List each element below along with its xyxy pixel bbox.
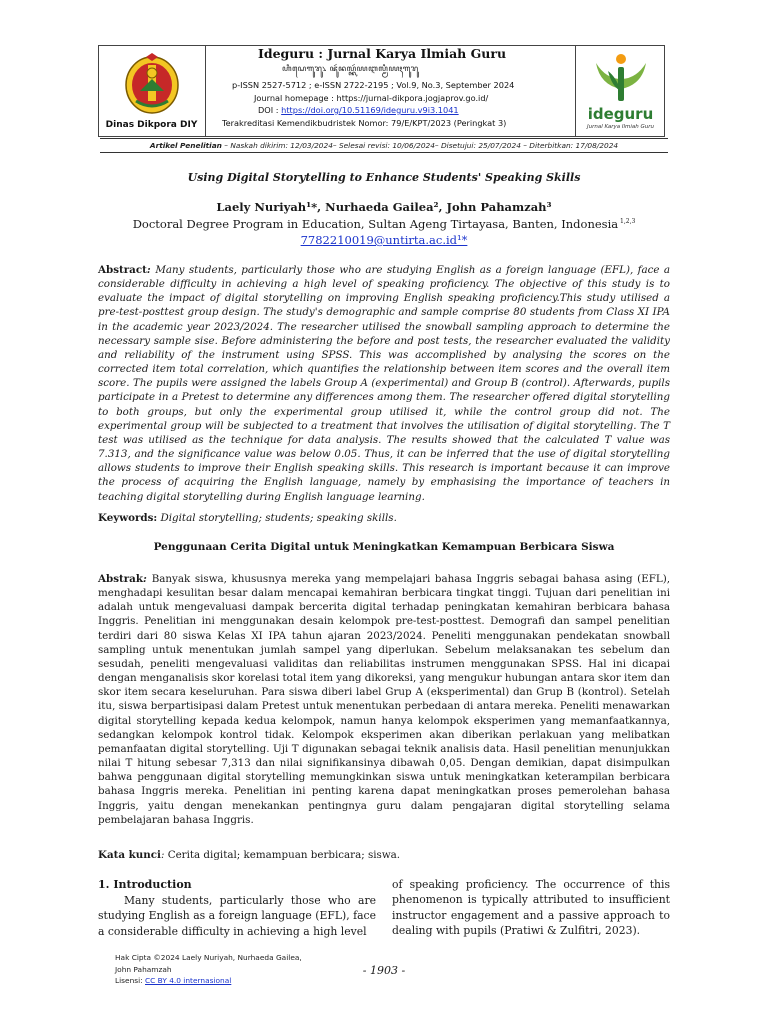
keywords-label: Keywords: [98,512,158,524]
copyright-line-2: John Pahamzah [115,964,172,974]
kata-kunci-text: Cerita digital; kemampuan berbicara; siswa. [164,849,401,861]
keywords-english [98,512,670,524]
corresponding-email [98,233,670,247]
author-list: Laely Nuriyah¹*, Nurhaeda Gailea², John Pahamzah³ [216,200,552,214]
affiliation-marks: 1,2,3 [618,218,636,226]
affiliation-text: Doctoral Degree Program in Education, Sultan Ageng Tirtayasa, Banten, Indonesia [132,217,619,231]
ideguru-mark-icon [586,51,656,105]
issn-line: p-ISSN 2527-5712 ; e-ISSN 2722-2195 ; Vol.9, No.3, September 2024 [232,80,515,90]
keywords-indonesian [98,849,670,861]
abstrak-label: Abstrak: [98,573,152,585]
email-link[interactable]: 7782210019@untirta.ac.id¹* [300,233,468,247]
dikpora-caption: Dinas Dikpora DIY [105,120,198,130]
intro-left-column [98,878,376,939]
indonesian-title: Penggunaan Cerita Digital untuk Meningkatkan Kemampuan Berbicara Siswa [153,541,615,553]
article-dates [100,138,668,153]
dikpora-logo [98,45,206,137]
article-type: Artikel Penelitian [149,141,222,150]
javanese-title: ꦲꦶꦝꦺꦒꦸꦫꦸ꧈ ꦗꦸꦂꦤꦭ꧀ꦏꦂꦪꦆꦭ꧀ꦩꦶꦪꦃꦒꦸꦫꦸ [282,64,419,73]
kata-kunci-colon: : [160,849,165,861]
doi-link[interactable]: https://doi.org/10.51169/ideguru.v9i3.1041 [281,105,459,115]
ideguru-subtitle: Jurnal Karya Ilmiah Guru [586,124,655,130]
abstract-text: Many students, particularly those who are studying English as a foreign language (EFL), face a considerable difficulty in achieving a high level of speaking proficiency. The objective of this study is to evaluate the impact of digital storytelling on improving English speaking proficiency.This study utilised a pre-test-posttest group design. The study's demographic and sample comprise 80 students from Class XI IPA in the academic year 2023/2024. The researcher utilised the snowball sampling approach to determine the necessary sample sise. Before administering the before and post tests, the researcher evaluated the validity and reliability of the instrument using SPSS. This was accomplished by analysing the scores on the corrected item total correlation, which quantifies the relationship between item scores and the overall item score. The pupils were assigned the labels Group A (experimental) and Group B (control). Afterwards, pupils participate in a Pretest to determine any differences among them. The researcher offered digital storytelling to both groups, but only the experimental group utilised it, while the control group did not. The experimental group will be subjected to a treatment that involves the utilisation of digital storytelling. The T test was utilised as the technique for data analysis. The results showed that the calculated T value was 7.313, and the significance value was below 0.05. Thus, it can be inferred that the use of digital storytelling allows students to improve their English speaking skills. This research is important because it can improve the process of acquiring the English language, namely by emphasising the importance of teachers in teaching digital storytelling during English language learning. [98,264,670,503]
kata-kunci-label: Kata kunci [98,849,161,861]
ideguru-logo [575,45,665,137]
intro-paragraph-right: of speaking proficiency. The occurrence of this phenomenon is typically attributed to insufficient instructor engagement and a passive approach to dealing with pupils (Pratiwi & Zulfitri, 2023). [392,878,670,937]
dikpora-emblem-icon [120,51,184,115]
abstract-indonesian [98,572,670,827]
affiliation [98,217,670,231]
license-label: Lisensi: [115,976,145,985]
keywords-text: Digital storytelling; students; speaking skills. [157,512,397,524]
page-number: - 1903 - [362,964,406,977]
intro-heading: 1. Introduction [98,878,192,891]
ideguru-brand: ideguru [587,105,654,123]
intro-right-column [392,877,670,938]
abstract-label: Abstract: [98,264,156,276]
journal-info [222,46,572,129]
doi-line [222,104,572,117]
doi-label: DOI : [258,105,282,115]
journal-title: Ideguru : Jurnal Karya Ilmiah Guru [258,46,507,61]
license-link[interactable]: CC BY 4.0 internasional [145,976,232,985]
abstract-english [98,263,670,504]
submission-dates: – Naskah dikirim: 12/03/2024– Selesai revisi: 10/06/2024– Disetujui: 25/07/2024 – Diterbitkan: 17/08/2024 [221,141,619,150]
accreditation-line: Terakreditasi Kemendikbudristek Nomor: 79/E/KPT/2023 (Peringkat 3) [222,117,507,128]
intro-paragraph-left: Many students, particularly those who are studying English as a foreign language (EFL), face a considerable difficulty in achieving a high level [98,894,376,938]
paper-title: Using Digital Storytelling to Enhance Students' Speaking Skills [187,171,581,184]
copyright-line-1: Hak Cipta ©2024 Laely Nuriyah, Nurhaeda Gailea, [115,953,302,962]
abstrak-text: Banyak siswa, khususnya mereka yang mempelajari bahasa Inggris sebagai bahasa asing (EFL), menghadapi kesulitan besar dalam mencapai kemahiran berbicara tingkat tinggi. Tujuan dari penelitian ini adalah untuk mengevaluasi dampak bercerita digital terhadap peningkatan kemahiran berbicara bahasa Inggris. Penelitian ini menggunakan desain kelompok pre-test-posttest. Demografi dan sampel penelitian terdiri dari 80 siswa Kelas XI IPA tahun ajaran 2023/2024. Peneliti menggunakan pendekatan snowball sampling untuk menentukan jumlah sampel yang diperlukan. Sebelum melaksanakan tes sebelum dan sesudah, peneliti mengevaluasi validitas dan reliabilitas instrumen menggunakan SPSS. Hal ini dicapai dengan menganalisis skor korelasi total item yang dikoreksi, yang mengukur hubungan antara skor item dan skor item secara keseluruhan. Para siswa diberi label Grup A (eksperimental) dan Grup B (kontrol). Setelah itu, siswa berpartisipasi dalam Pretest untuk menentukan perbedaan di antara mereka. Peneliti menawarkan digital storytelling kepada kedua kelompok, namun hanya kelompok eksperimen yang memanfaatkannya, sedangkan kelompok kontrol tidak. Kelompok eksperimen akan diberikan perlakuan yang melibatkan pemanfaatan digital storytelling. Uji T digunakan sebagai teknik analisis data. Hasil penelitian menunjukkan nilai T hitung sebesar 7,313 dan nilai signifikansinya dibawah 0,05. Dengan demikian, dapat disimpulkan bahwa penggunaan digital storytelling memungkinkan siswa untuk meningkatkan keterampilan berbicara bahasa Inggris mereka. Penelitian ini penting karena dapat meningkatkan proses pemerolehan bahasa Inggris, yaitu dengan menekankan pentingnya guru dalam pengajaran digital storytelling selama pembelajaran bahasa Inggris. [98,573,670,826]
journal-homepage[interactable]: Journal homepage : https://jurnal-dikpora.jogjaprov.go.id/ [254,92,489,103]
